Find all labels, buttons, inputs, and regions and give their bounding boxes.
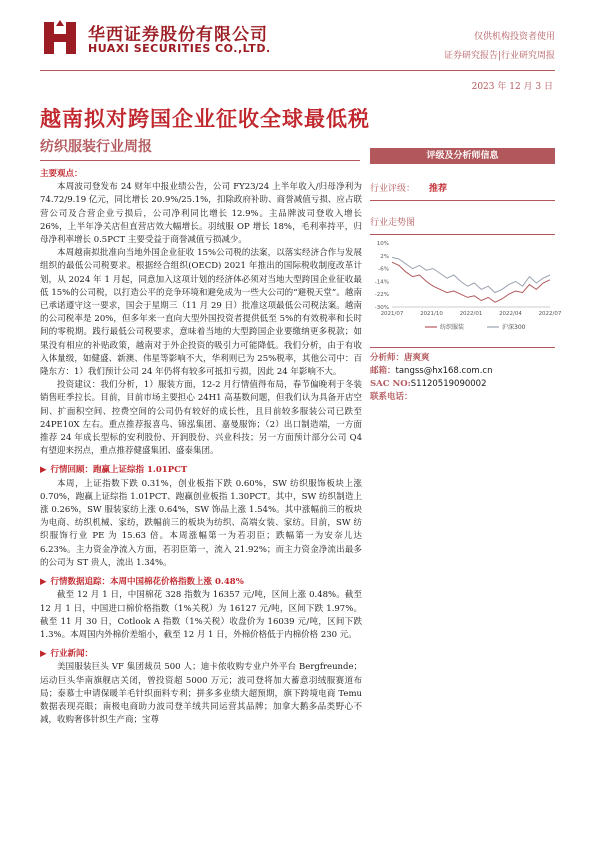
rating-value: 推荐 (429, 184, 448, 194)
x-tick-label: 2022/07 (538, 311, 562, 317)
section-data-tracking-body: 截至 12 月 1 日，中国棉花 328 指数为 16357 元/吨，区间上涨 0.48%。截至 12 月 1 日，中国进口棉价格指数（1%关税）为 16127 元/吨，区间下跌 1.97%。截至 11 月 30 日，Cotlook A 指数（1%关税）收盘价为 16039 元/吨，区间下跌 1.3%。本周国内外棉价差缩小，截至 12 月 1 日，外棉价格低于内棉价格 230 元。 (40, 590, 362, 640)
audience-tag: 仅供机构投资者使用 (473, 32, 555, 42)
paragraph-investment: 投资建议：我们分析，1）服装方面，12-2 月行情值得布局，春节偏晚利于冬装销售旺季拉长。目前，目前市场主要担心 24H1 高基数问题，但我们认为具备开店空间、扩面积空间、控费空间的公司仍有较好的成长性，且目前较多服装公司已跌至 24PE10X 左右。重点推荐报喜鸟、锦泓集团、嘉曼服饰；（2）出口制造端，一方面推荐 24 年成长型标的安利股份、开润股份、兴业科技；另一方面预计部分公司 Q4 有望迎来拐点，重点推荐健盛集团、盛泰集团。 (40, 380, 362, 457)
report-subtitle: 纺织服装行业周报 (40, 139, 152, 155)
x-tick-label: 2022/01 (459, 311, 483, 317)
y-tick-label: -30% (374, 305, 389, 311)
triangle-bullet-icon: ▶ (40, 465, 47, 476)
divider (370, 200, 555, 201)
report-title: 越南拟对跨国企业征收全球最低税 (40, 106, 370, 131)
points-label: 主要观点： (40, 169, 83, 179)
sac-label: SAC NO: (370, 379, 411, 389)
y-tick-label: -22% (374, 292, 389, 299)
rating-band: 评级及分析师信息 (370, 148, 555, 164)
main-content (40, 168, 362, 727)
y-tick-label: 2% (380, 253, 389, 260)
paragraph-bosideng: 本周波司登发布 24 财年中报业绩公告，公司 FY23/24 上半年收入/归母净利为 74.72/9.19 亿元，同比增长 20.9%/25.1%，扣除政府补助、商誉减值亏损、应占联营公司及合营企业亏损后，公司净利同比增长 12.9%。主品牌波司登收入增长 26%，上半年净关店但直营店效大幅增长。羽绒服 OP 增长 18%，毛利率持平，归母净利率增长 0.5PCT 主要受益于商誉减值亏损减少。 (40, 182, 362, 246)
analyst-label: 分析师： (370, 353, 405, 363)
email-link[interactable]: tangss@hx168.com.cn (395, 366, 493, 376)
x-tick-label: 2021/07 (380, 311, 404, 317)
email-label: 邮箱： (370, 366, 396, 376)
series-line-0 (392, 262, 550, 302)
analyst-info (370, 352, 555, 404)
chart-title: 行业走势图 (370, 218, 416, 228)
series-line-1 (392, 257, 550, 292)
y-tick-label: -6% (378, 266, 389, 273)
legend-label: 沪深300 (502, 324, 526, 331)
report-date: 2023 年 12 月 3 日 (471, 82, 553, 92)
rating-label: 行业评级： (370, 184, 416, 194)
sidebar (370, 148, 562, 404)
paragraph-vietnam-tax: 本周越南拟批准向当地外国企业征收 15%公司税的法案，以落实经济合作与发展组织的最低公司税要求。根据经合组织(OECD) 2021 年推出的国际税收制度改革计划，从 2024 年 1 月起，同意加入这项计划的经济体必须对当地大型跨国企业征收最低 15%的公司税，以打造公平的竞争环境和避免成为一些大公司的“避税天堂”。越南已承诺遵守这一要求，国会于星期三（11 月 29 日）批准这项最低公司税法案。越南的公司税率是 20%，但多年来一直向大型外国投资者提供低至 5%的有效税率和长时间的零税期。践行最低公司税要求，意味着当地的大型跨国企业要缴纳更多税款；如果没有相应的补贴政策，越南对于外企投资的吸引力可能降低。我们分析，由于有收入体量级，如健盛、新澳、伟星等影响不大，华利则已为 25%税率，其他公司中：百隆东方：1）我们预计公司 24 年仍将有较多可抵扣亏损，因此 24 年影响不大。 (40, 248, 362, 378)
report-type-tag: 证券研究报告|行业研究周报 (443, 51, 555, 61)
company-name-cn: 华西证券股份有限公司 (88, 25, 268, 45)
section-news-heading: ▶ 行业新闻： (40, 648, 362, 661)
header-divider (40, 70, 555, 71)
contact-label: 联系电话： (370, 392, 413, 402)
huaxi-logo-icon (40, 18, 80, 58)
divider (370, 234, 555, 235)
triangle-bullet-icon: ▶ (40, 577, 47, 588)
trend-chart-svg (370, 239, 562, 339)
company-name-en: HUAXI SECURITIES CO.,LTD. (88, 42, 271, 55)
x-tick-label: 2022/04 (499, 311, 522, 317)
divider (370, 347, 555, 348)
industry-rating (370, 181, 555, 194)
x-tick-label: 2021/10 (420, 311, 443, 317)
triangle-bullet-icon: ▶ (40, 649, 47, 660)
analyst-name: 唐爽爽 (404, 353, 430, 363)
subtitle-divider (40, 160, 360, 161)
legend-label: 纺织服装 (440, 324, 465, 331)
section-data-tracking-heading: ▶ 行情数据追踪：本周中国棉花价格指数上涨 0.48% (40, 576, 362, 589)
trend-chart (370, 239, 562, 339)
section-news-body: 美国服装巨头 VF 集团裁员 500 人；迪卡侬收购专业户外平台 Bergfreunde；运动巨头华南旗舰店关闭，曾投资超 5000 万元；波司登将加大蓄意羽绒服赛道布局；泰慕士申请保暖羊毛针织面料专利；拼多多业绩大超预期，旗下跨境电商 Temu 数据表现亮眼；南极电商助力波司登羊绒共同运营其品牌；加拿大鹅多品类野心不减，收购奢侈针织生产商；宝尊 (40, 662, 362, 726)
y-tick-label: 10% (376, 241, 389, 247)
sac-number: S1120519090002 (410, 379, 487, 389)
section-market-review-body: 本周，上证指数下跌 0.31%，创业板指下跌 0.60%，SW 纺织服饰板块上涨 0.70%，跑赢上证综指 1.01PCT、跑赢创业板指 1.30PCT。其中，SW 纺织制造上涨 0.26%，SW 服装家纺上涨 0.64%，SW 饰品上涨 1.54%。其中涨幅前三的板块为电商、纺织机械、家纺，跌幅前三的板块为纺织、高端女装、家纺。目前，SW 纺织服饰行业 PE 为 15.63 倍。本周涨幅第一为若羽臣；跌幅第一为安奈儿达 6.23%。主力资金净流入方面，若羽臣第一，流入 21.92%；而主力资金净流出最多的公司为 ST 贵人，流出 1.34%。 (40, 478, 362, 568)
y-tick-label: -14% (374, 279, 389, 286)
section-market-review-heading: ▶ 行情回顾：跑赢上证综指 1.01PCT (40, 464, 362, 477)
